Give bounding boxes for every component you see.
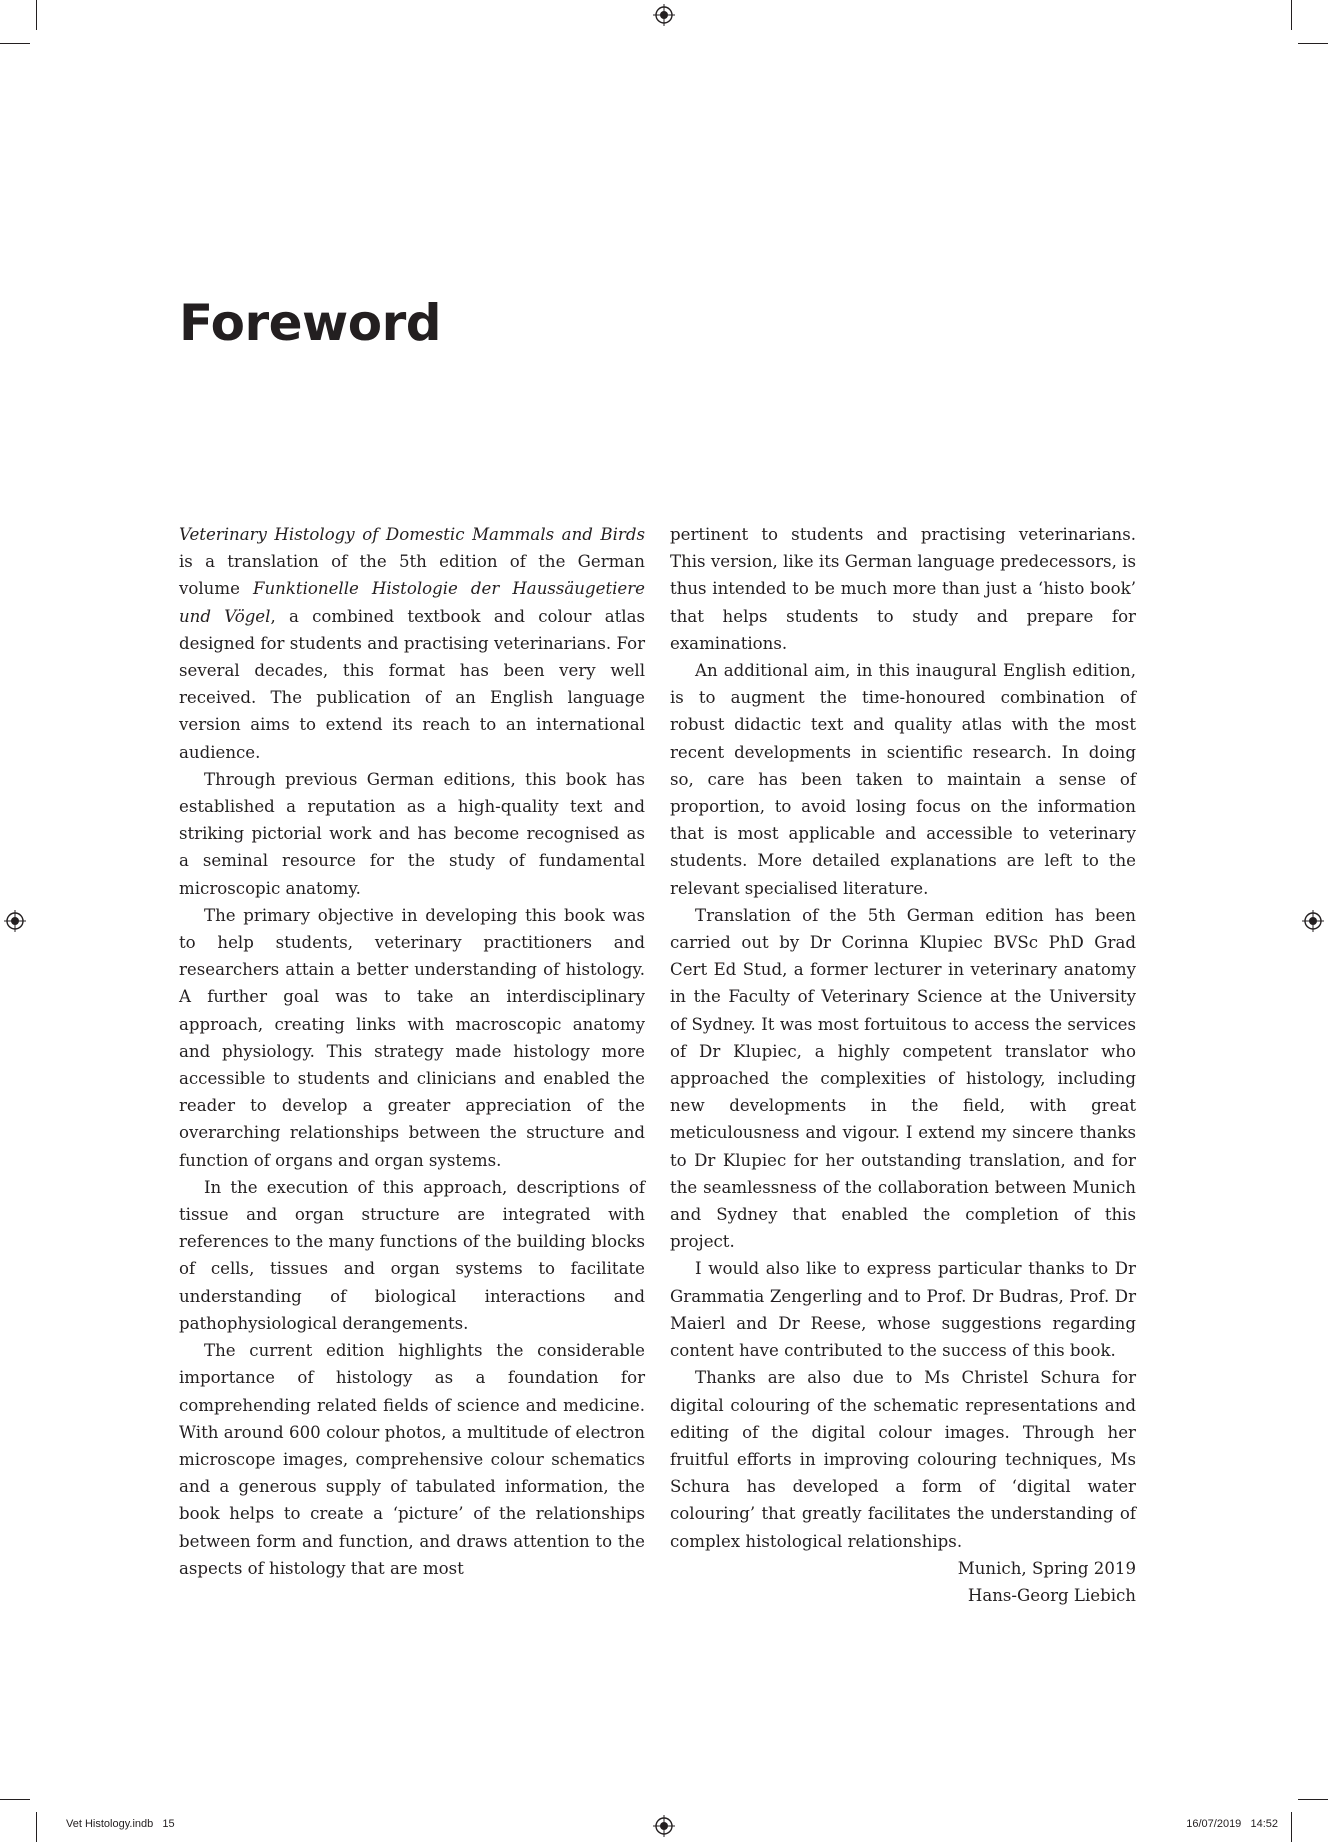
crop-mark bbox=[1298, 1799, 1328, 1800]
page-title: Foreword bbox=[179, 294, 442, 352]
slug-timestamp: 16/07/2019 14:52 bbox=[1186, 1818, 1278, 1830]
paragraph: The current edition highlights the considerable importance of histology as a foundation for comprehending related fields of science and medicine. With around 600 colour photos, a multitude of electron microscope images, comprehensive colour schematics and a generous supply of tabulated information, the book helps to create a ‘picture’ of the relationships between form and function, and draws attention to the aspects of histology that are most bbox=[179, 1341, 645, 1578]
paragraph: pertinent to students and practising veterinarians. This version, like its German language predecessors, is thus intended to be much more than just a ‘histo book’ that helps students to study and prepare for examinations. bbox=[670, 525, 1136, 653]
crop-mark bbox=[1291, 1812, 1292, 1842]
paragraph: In the execution of this approach, descriptions of tissue and organ structure are integrated with references to the many functions of the building blocks of cells, tissues and organ systems to facilitate understanding of biological interactions and pathophysiological derangements. bbox=[179, 1177, 645, 1333]
paragraph: Translation of the 5th German edition has been carried out by Dr Corinna Klupiec BVSc PhD Grad Cert Ed Stud, a former lecturer in veterinary anatomy in the Faculty of Veterinary Science at the University of Sydney. It was most fortuitous to access the services of Dr Klupiec, a highly competent translator who approached the complexities of histology, including new developments in the field, with great meticulousness and vigour. I extend my sincere thanks to Dr Klupiec for her outstanding translation, and for the seamlessness of the collaboration between Munich and Sydney that enabled the completion of this project. bbox=[670, 905, 1136, 1252]
crop-mark bbox=[36, 0, 37, 30]
paragraph: Veterinary Histology of Domestic Mammals and Birds is a translation of the 5th edition of the German volume Funktionelle Histologie der Haussäugetiere und Vögel, a combined textbook and colour atlas designed for students and practising veterinarians. For several decades, this format has been very well received. The publication of an English language version aims to extend its reach to an international audience. bbox=[179, 525, 645, 762]
paragraph: I would also like to express particular thanks to Dr Grammatia Zengerling and to Prof. Dr Budras, Prof. Dr Maierl and Dr Reese, whose suggestions regarding content have contributed to the success of this book. bbox=[670, 1259, 1136, 1361]
signature-place-date: Munich, Spring 2019 bbox=[957, 1558, 1136, 1578]
right-column bbox=[670, 521, 1136, 1609]
crop-mark bbox=[1291, 0, 1292, 30]
paragraph: The primary objective in developing this book was to help students, veterinary practitioners and researchers attain a better understanding of histology. A further goal was to take an interdisciplinary approach, creating links with macroscopic anatomy and physiology. This strategy made histology more accessible to students and clinicians and enabled the reader to develop a greater appreciation of the overarching relationships between the structure and function of organs and organ systems. bbox=[179, 905, 645, 1170]
crop-mark bbox=[0, 43, 30, 44]
paragraph: An additional aim, in this inaugural English edition, is to augment the time-honoured combination of robust didactic text and quality atlas with the most recent developments in scientific research. In doing so, care has been taken to maintain a sense of proportion, to avoid losing focus on the information that is most applicable and accessible to veterinary students. More detailed explanations are left to the relevant specialised literature. bbox=[670, 661, 1136, 898]
signature-author: Hans-Georg Liebich bbox=[967, 1585, 1136, 1605]
crop-mark bbox=[1298, 43, 1328, 44]
paragraph: Thanks are also due to Ms Christel Schura for digital colouring of the schematic representations and editing of the digital colour images. Through her fruitful efforts in improving colouring techniques, Ms Schura has developed a form of ‘digital water colouring’ that greatly facilitates the understanding of complex histological relationships. bbox=[670, 1368, 1136, 1551]
paragraph: Through previous German editions, this book has established a reputation as a high-quality text and striking pictorial work and has become recognised as a seminal resource for the study of fundamental microscopic anatomy. bbox=[179, 769, 645, 898]
left-column bbox=[179, 521, 645, 1582]
registration-mark-icon bbox=[1302, 910, 1324, 932]
crop-mark bbox=[0, 1799, 30, 1800]
crop-mark bbox=[36, 1812, 37, 1842]
slug-file-name: Vet Histology.indb 15 bbox=[66, 1818, 175, 1830]
book-title: Veterinary Histology of Domestic Mammals and Birds bbox=[179, 525, 645, 544]
german-book-title: Funktionelle Histologie der Haussäugetiere und Vögel bbox=[179, 579, 645, 626]
registration-mark-icon bbox=[4, 910, 26, 932]
registration-mark-icon bbox=[653, 1815, 675, 1837]
registration-mark-icon bbox=[653, 4, 675, 26]
